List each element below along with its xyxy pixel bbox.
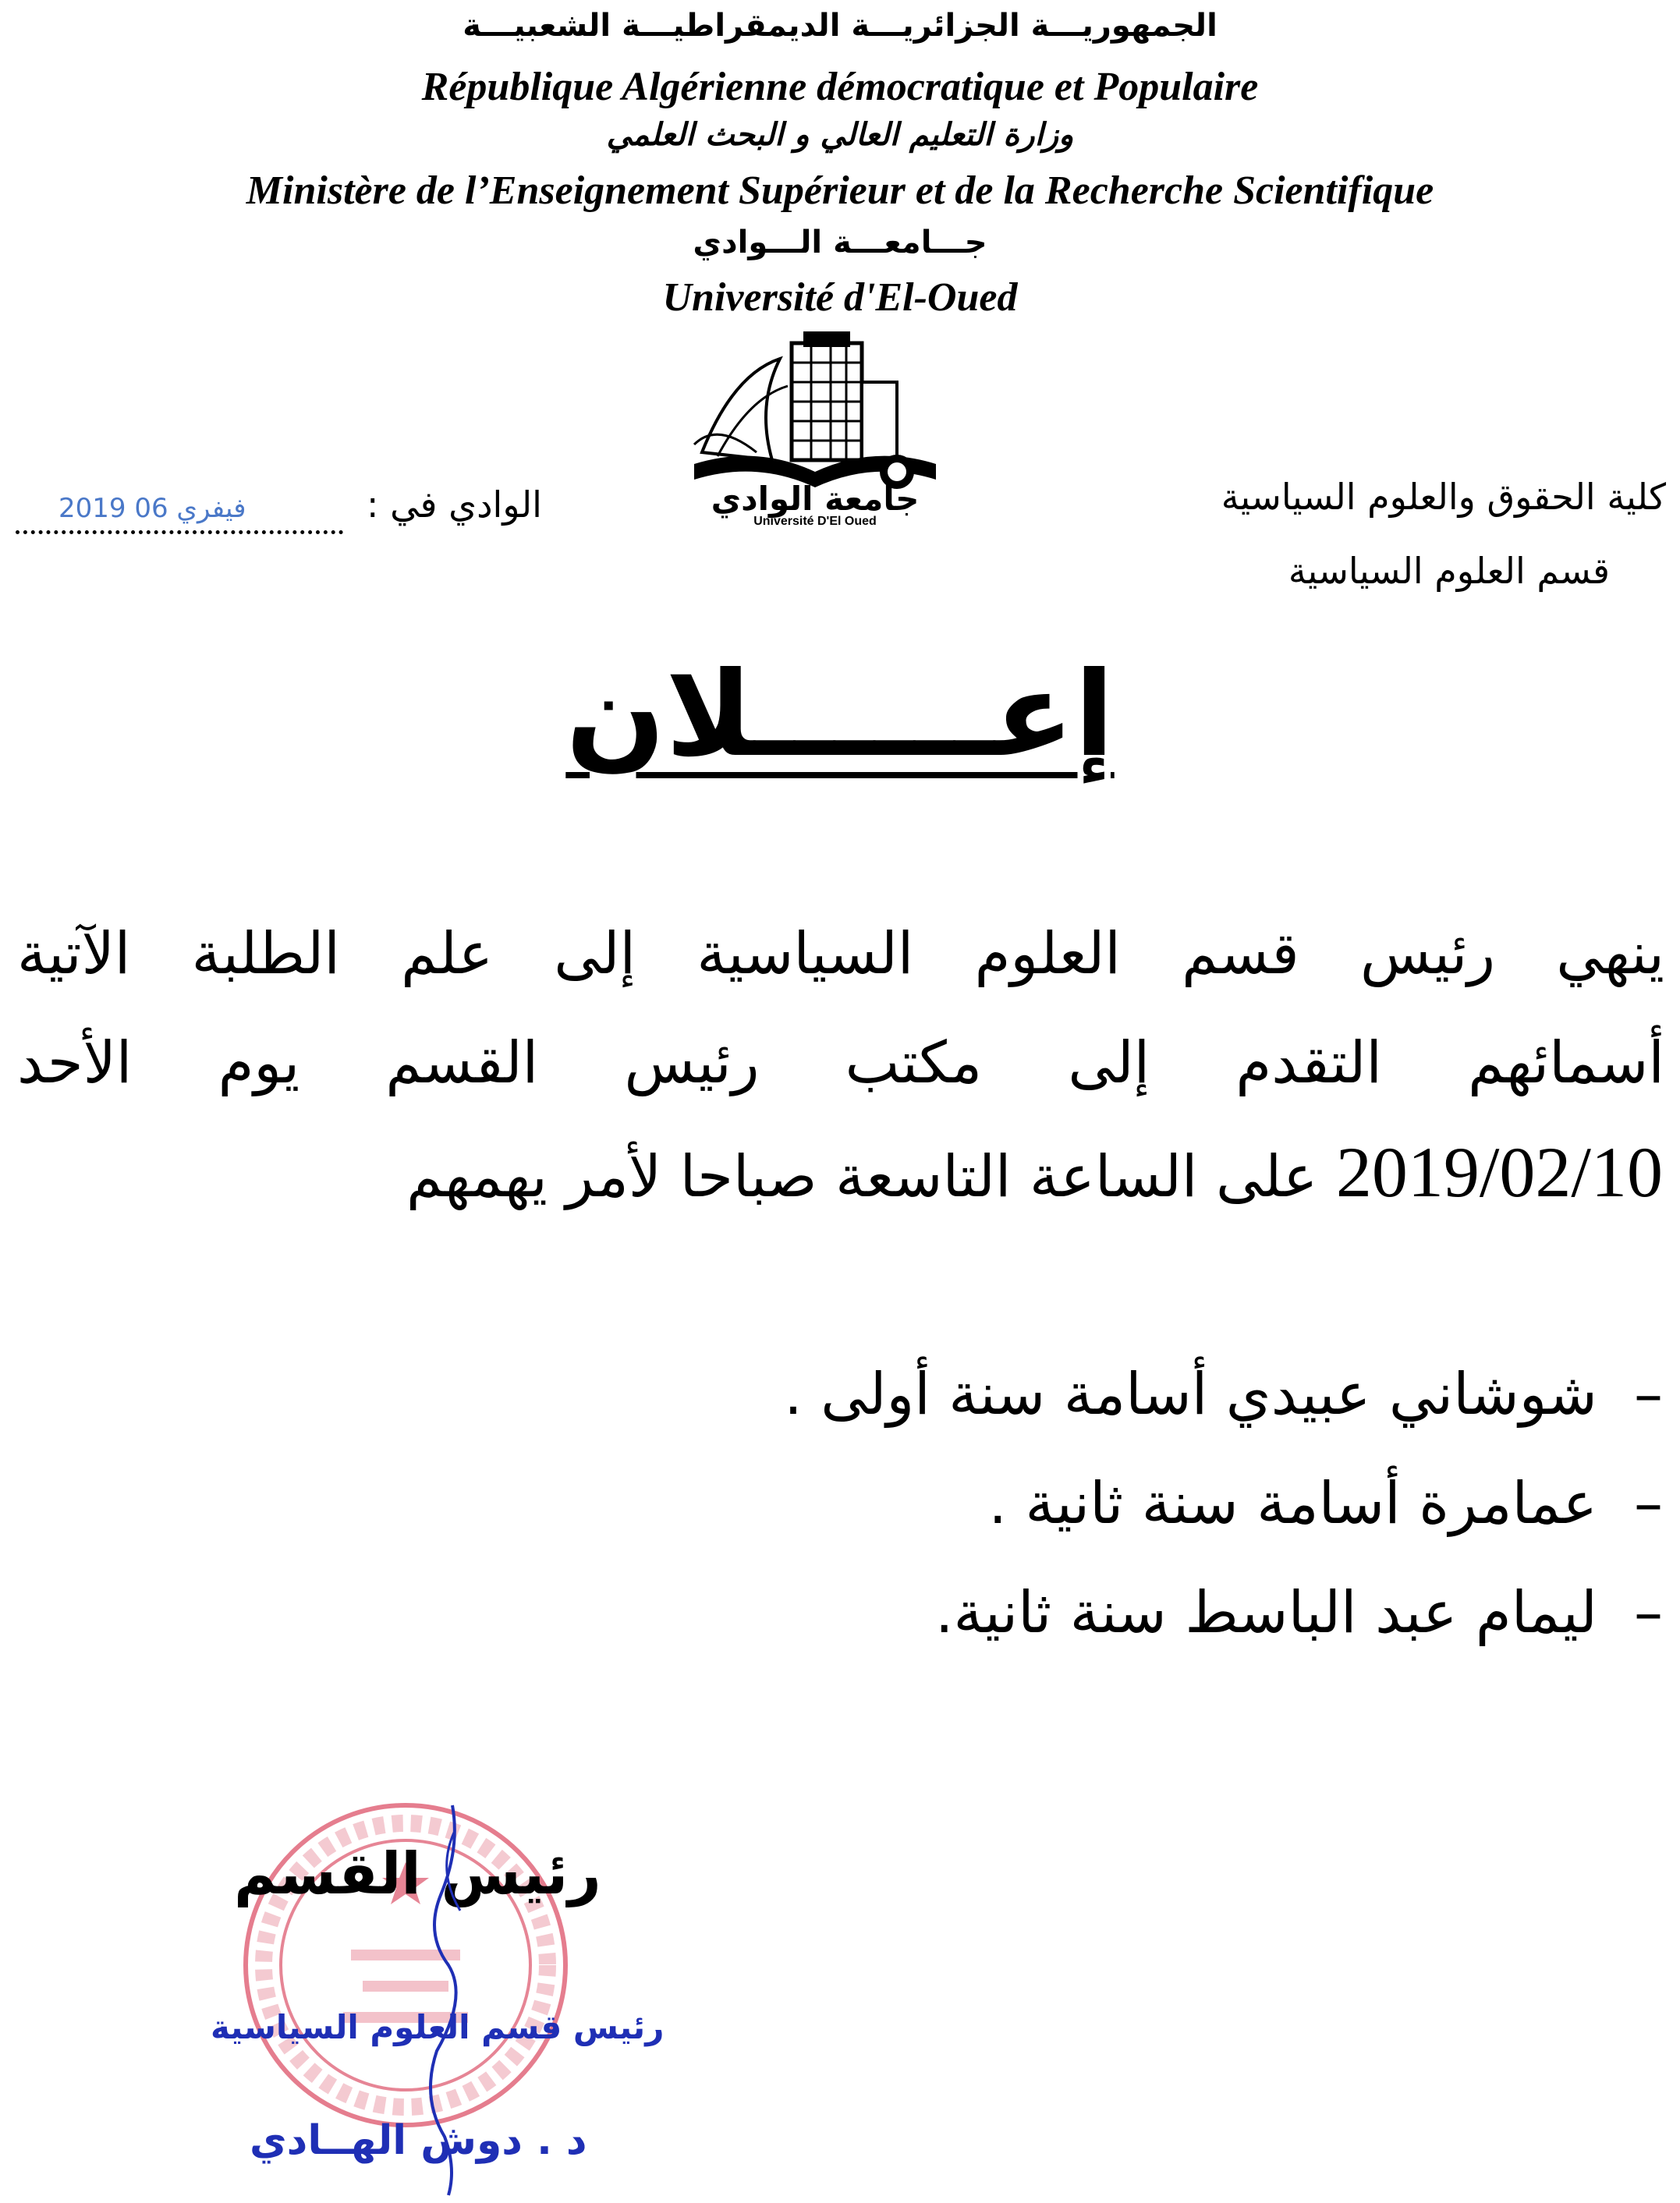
faculty-name: كلية الحقوق والعلوم السياسية	[1221, 476, 1666, 518]
student-item	[988, 1470, 1663, 1537]
date-stamp: 2019 فيفري 06	[58, 493, 246, 524]
stamp-signatory: د . دوش الهــادي	[250, 2117, 587, 2164]
appointment-time-text: على الساعة التاسعة صباحا لأمر يهمهم	[406, 1143, 1318, 1210]
announcement-title: إعــــــلان	[565, 647, 1115, 783]
logo-name-fr: Université D'El Oued	[753, 515, 877, 528]
stamp-title: رئيس قسم العلوم السياسية	[211, 2008, 665, 2046]
appointment-date: 2019/02/10	[1335, 1132, 1663, 1212]
body-line-3	[406, 1131, 1663, 1213]
bullet-dash: –	[1597, 1579, 1663, 1646]
student-name: ليمام عبد الباسط سنة ثانية.	[935, 1579, 1597, 1646]
ministry-fr: Ministère de l’Enseignement Supérieur et de la Recherche Scientifique	[246, 168, 1434, 213]
place-label: الوادي في :	[367, 483, 542, 526]
student-item	[784, 1361, 1663, 1428]
student-item	[935, 1579, 1663, 1646]
bullet-dash: –	[1597, 1470, 1663, 1537]
date-field	[16, 493, 343, 534]
republic-fr: République Algérienne démocratique et Populaire	[421, 65, 1259, 109]
university-fr: Université d'El-Oued	[662, 275, 1018, 320]
bullet-dash: –	[1597, 1361, 1663, 1428]
body-line-2: أسمائهم التقدم إلى مكتب رئيس القسم يوم الأحد	[17, 1029, 1664, 1096]
republic-ar: الجمهوريـــة الجزائريـــة الديمقراطيـــة الشعبيـــة	[463, 8, 1217, 44]
signature-heading: رئيس القسم	[234, 1840, 601, 1907]
university-logo	[686, 328, 944, 530]
logo-name-ar: جامعة الوادي	[711, 480, 920, 518]
ministry-ar: وزارة التعليم العالي و البحث العلمي	[606, 117, 1074, 153]
department-name: قسم العلوم السياسية	[1288, 550, 1610, 592]
body-line-1: ينهي رئيس قسم العلوم السياسية إلى علم الطلبة الآتية	[17, 920, 1664, 987]
student-name: شوشاني عبيدي أسامة سنة أولى .	[784, 1361, 1597, 1428]
university-ar: جـــامعـــة الـــوادي	[693, 225, 987, 260]
student-name: عمامرة أسامة سنة ثانية .	[988, 1470, 1597, 1537]
